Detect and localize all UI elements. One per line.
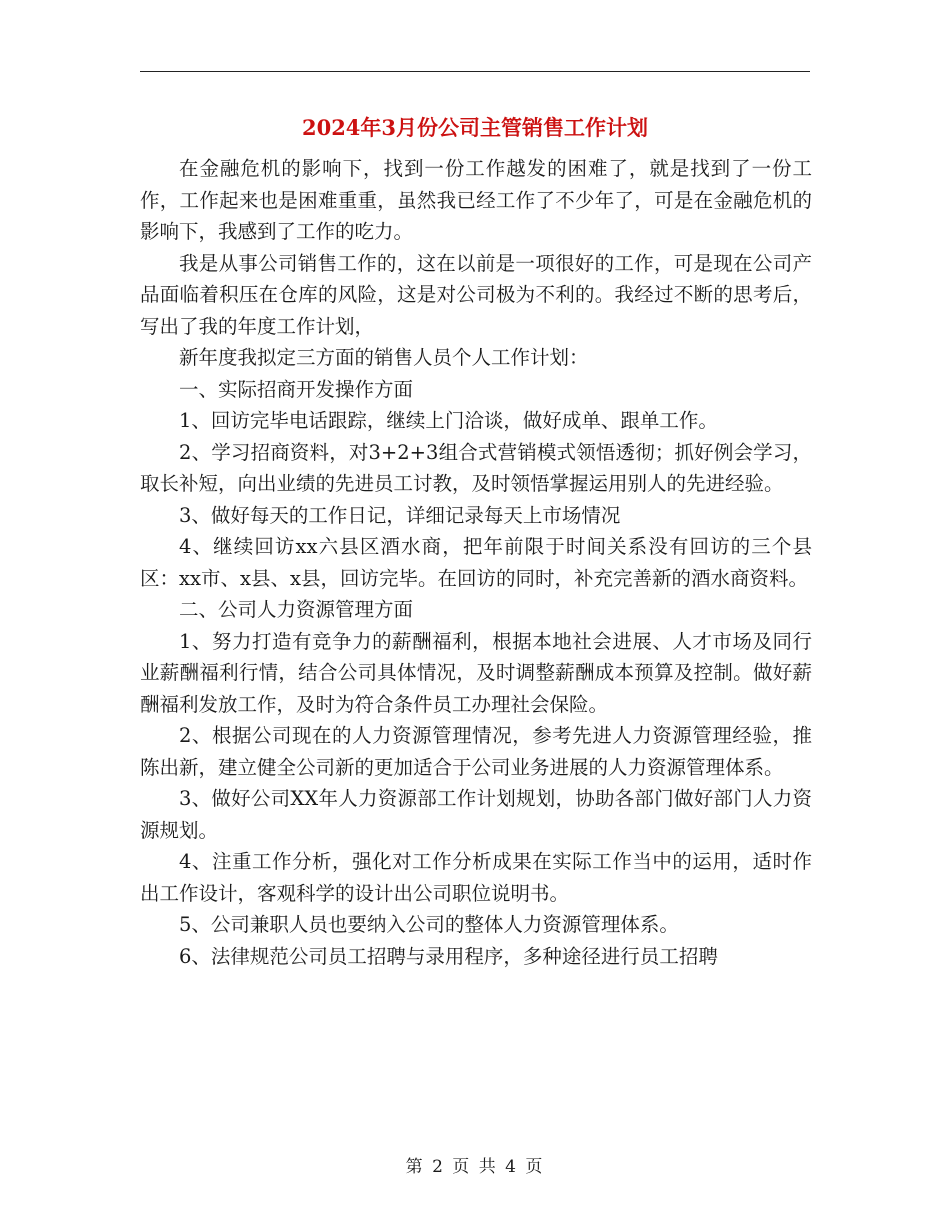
section-heading: 二、公司人力资源管理方面 (179, 598, 414, 621)
paragraph: 在金融危机的影响下，找到一份工作越发的困难了，就是找到了一份工作，工作起来也是困难重重，虽然我已经工作了不少年了，可是在金融危机的影响下，我感到了工作的吃力。 (140, 157, 812, 243)
document-body (140, 153, 812, 972)
paragraph: 我是从事公司销售工作的，这在以前是一项很好的工作，可是现在公司产品面临着积压在仓库的风险，这是对公司极为不利的。我经过不断的思考后，写出了我的年度工作计划， (140, 251, 812, 338)
list-item: 1、努力打造有竞争力的薪酬福利，根据本地社会进展、人才市场及同行业薪酬福利行情，结合公司具体情况，及时调整薪酬成本预算及控制。做好薪酬福利发放工作，及时为符合条件员工办理社会保险。 (140, 629, 812, 716)
list-item: 2、根据公司现在的人力资源管理情况，参考先进人力资源管理经验，推陈出新，建立健全公司新的更加适合于公司业务进展的人力资源管理体系。 (140, 724, 812, 779)
header-rule (140, 71, 810, 72)
document-title: 2024年3月份公司主管销售工作计划 (301, 115, 649, 140)
section-heading: 一、实际招商开发操作方面 (179, 377, 414, 401)
list-item: 3、做好公司XX年人力资源部工作计划规划，协助各部门做好部门人力资源规划。 (140, 787, 812, 842)
list-item: 1、回访完毕电话跟踪，继续上门洽谈，做好成单、跟单工作。 (179, 409, 718, 432)
list-item: 4、注重工作分析，强化对工作分析成果在实际工作当中的运用，适时作出工作设计，客观科学的设计出公司职位说明书。 (140, 850, 812, 905)
list-item: 6、法律规范公司员工招聘与录用程序，多种途径进行员工招聘 (179, 944, 718, 968)
paragraph: 新年度我拟定三方面的销售人员个人工作计划： (179, 346, 589, 369)
page-footer: 第 2 页 共 4 页 (405, 1157, 545, 1177)
list-item: 5、公司兼职人员也要纳入公司的整体人力资源管理体系。 (179, 913, 679, 936)
list-item: 4、继续回访xx六县区酒水商，把年前限于时间关系没有回访的三个县区：xx市、x县、x县，回访完毕。在回访的同时，补充完善新的酒水商资料。 (140, 535, 812, 590)
list-item: 2、学习招商资料，对3+2+3组合式营销模式领悟透彻；抓好例会学习，取长补短，向出业绩的先进员工讨教，及时领悟掌握运用别人的先进经验。 (140, 440, 812, 495)
list-item: 3、做好每天的工作日记，详细记录每天上市场情况 (179, 503, 621, 527)
